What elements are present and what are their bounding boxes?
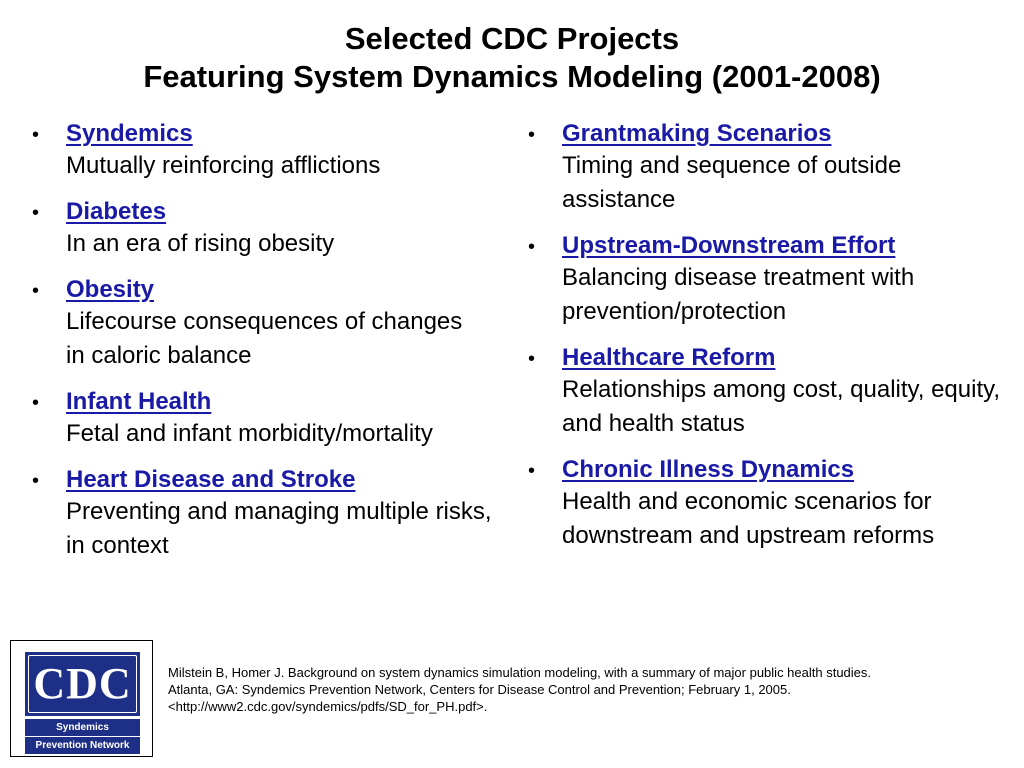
citation <box>168 664 1008 715</box>
cdc-logo-icon <box>25 652 140 716</box>
logo-band-prevention-network: Prevention Network <box>25 737 140 754</box>
title-line-1: Selected CDC Projects <box>344 21 680 56</box>
right-project-list <box>524 118 1020 566</box>
project-link-diabetes[interactable]: Diabetes <box>66 198 167 225</box>
project-link-obesity[interactable]: Obesity <box>66 276 155 303</box>
project-item-upstream-downstream-effort <box>524 230 1020 329</box>
project-description: Health and economic scenarios for downstream and upstream reforms <box>562 488 935 549</box>
citation-line-1: Milstein B, Homer J. Background on system dynamics simulation modeling, with a summary of major public health studies. <box>168 665 872 680</box>
citation-line-2: Atlanta, GA: Syndemics Prevention Network, Centers for Disease Control and Prevention; February 1, 2005. <box>168 682 791 697</box>
project-description: Preventing and managing multiple risks, in context <box>66 498 492 559</box>
project-link-upstream-downstream-effort[interactable]: Upstream-Downstream Effort <box>562 232 896 259</box>
bullet-icon: • <box>528 124 536 146</box>
project-description: Timing and sequence of outside assistance <box>562 152 902 213</box>
project-description: Relationships among cost, quality, equity, and health status <box>562 376 1001 437</box>
project-link-healthcare-reform[interactable]: Healthcare Reform <box>562 344 776 371</box>
bullet-icon: • <box>32 280 40 302</box>
project-item-infant-health <box>28 386 508 451</box>
bullet-icon: • <box>32 392 40 414</box>
project-item-obesity <box>28 274 508 373</box>
bullet-icon: • <box>32 124 40 146</box>
citation-line-3: <http://www2.cdc.gov/syndemics/pdfs/SD_for_PH.pdf>. <box>168 699 488 714</box>
bullet-icon: • <box>528 236 536 258</box>
project-link-syndemics[interactable]: Syndemics <box>66 120 193 147</box>
project-link-heart-disease-stroke[interactable]: Heart Disease and Stroke <box>66 466 356 493</box>
bullet-icon: • <box>528 460 536 482</box>
project-item-syndemics <box>28 118 508 183</box>
project-item-healthcare-reform <box>524 342 1020 441</box>
project-description: Balancing disease treatment with prevention/protection <box>562 264 915 325</box>
project-description: In an era of rising obesity <box>66 230 335 257</box>
slide-title <box>0 20 1024 96</box>
bullet-icon: • <box>32 202 40 224</box>
cdc-syndemics-logo <box>10 640 153 757</box>
project-description: Mutually reinforcing afflictions <box>66 152 381 179</box>
project-description: Lifecourse consequences of changes in caloric balance <box>66 308 463 369</box>
project-link-chronic-illness-dynamics[interactable]: Chronic Illness Dynamics <box>562 456 855 483</box>
left-project-list <box>28 118 508 576</box>
project-item-heart-disease-stroke <box>28 464 508 563</box>
project-item-diabetes <box>28 196 508 261</box>
project-link-infant-health[interactable]: Infant Health <box>66 388 212 415</box>
bullet-icon: • <box>32 470 40 492</box>
title-line-2: Featuring System Dynamics Modeling (2001-2008) <box>143 59 881 94</box>
project-item-grantmaking-scenarios <box>524 118 1020 217</box>
cdc-logo-letters: CDC <box>33 659 132 708</box>
logo-band-syndemics: Syndemics <box>25 719 140 736</box>
bullet-icon: • <box>528 348 536 370</box>
project-description: Fetal and infant morbidity/mortality <box>66 420 433 447</box>
project-item-chronic-illness-dynamics <box>524 454 1020 553</box>
project-link-grantmaking-scenarios[interactable]: Grantmaking Scenarios <box>562 120 832 147</box>
